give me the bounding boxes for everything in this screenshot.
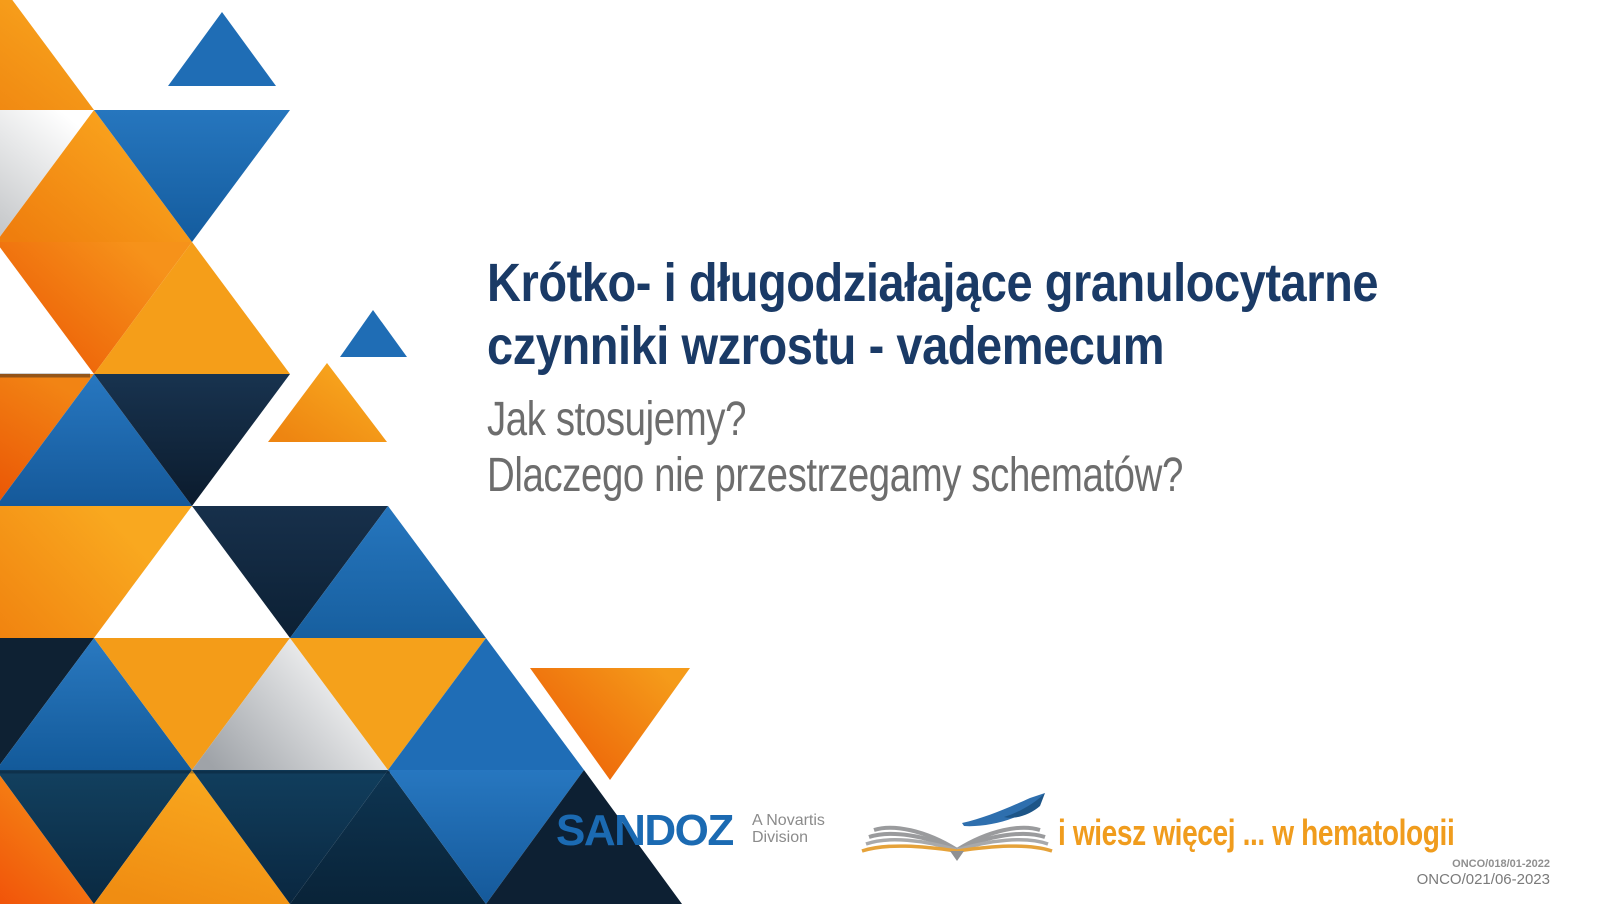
sandoz-subtext-line-2: Division	[752, 829, 809, 846]
subtitle-line-1: Jak stosujemy?	[487, 393, 747, 446]
tagline: i wiesz więcej ... w hematologii	[1058, 812, 1455, 853]
subtitle-line-2: Dlaczego nie przestrzegamy schematów?	[487, 449, 1183, 502]
book-icon	[855, 785, 1055, 870]
title-line-1: Krótko- i długodziałające granulocytarne	[487, 253, 1379, 313]
reference-code-2: ONCO/021/06-2023	[1416, 871, 1550, 888]
reference-codes	[1417, 858, 1550, 888]
sandoz-logo: SANDOZ	[556, 806, 733, 855]
sandoz-subtext-line-1: A Novartis	[752, 812, 825, 829]
sandoz-logo-subtext	[752, 812, 825, 846]
reference-code-1: ONCO/018/01-2022	[1452, 858, 1550, 870]
title-block	[487, 252, 1587, 378]
title-line-2: czynniki wzrostu - vademecum	[487, 316, 1165, 376]
subtitle-block	[487, 392, 1387, 504]
